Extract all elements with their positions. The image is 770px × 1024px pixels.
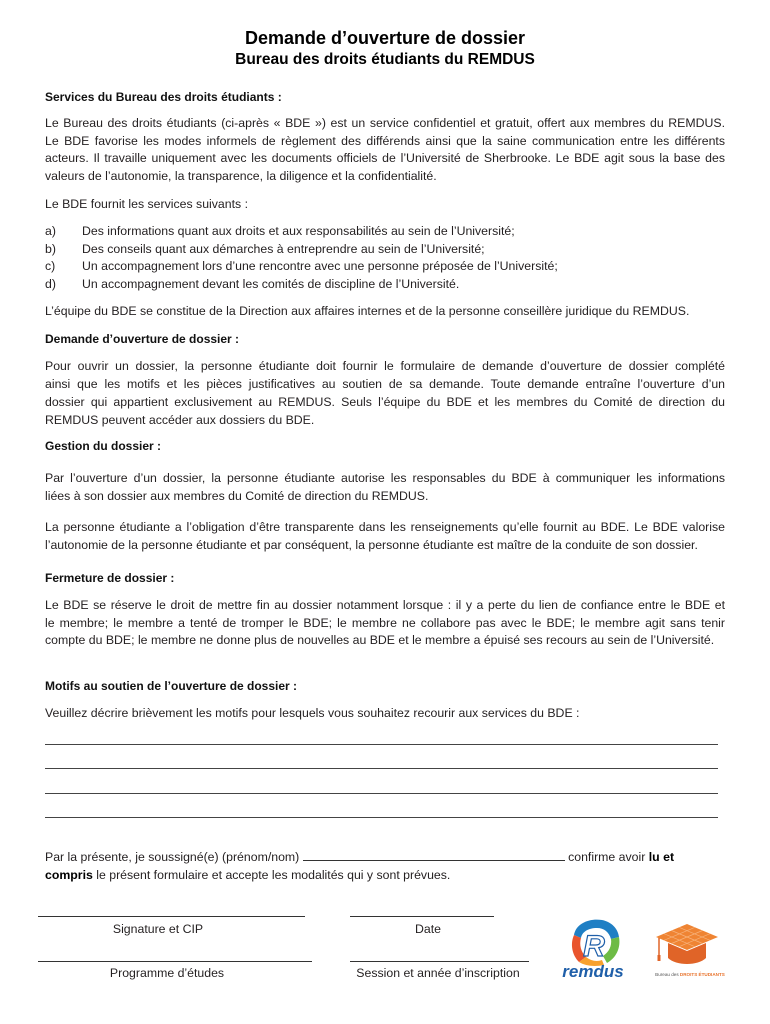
confirmation-statement <box>45 848 725 884</box>
graduation-cap-icon <box>654 922 720 970</box>
paragraph-line: L’équipe du BDE se constitue de la Direction aux affaires internes et de la personne conseillère juridique du REMDUS. <box>45 304 690 319</box>
list-marker: d) <box>45 276 56 291</box>
services-heading: Services du Bureau des droits étudiants : <box>45 90 282 105</box>
motif-answer-line[interactable] <box>45 744 718 745</box>
date-label: Date <box>415 922 441 936</box>
name-blank-field[interactable] <box>303 849 565 861</box>
paragraph-line: Le BDE fournit les services suivants : <box>45 197 248 212</box>
paragraph-line: Le BDE se réserve le droit de mettre fin au dossier notamment lorsque : il y a perte du lien de confiance entre le BDE et <box>45 598 725 613</box>
bde-caption-prefix: Bureau des <box>655 972 679 977</box>
paragraph-line: REMDUS peuvent accéder aux dossiers du BDE. <box>45 413 315 427</box>
signature-line[interactable] <box>38 916 305 917</box>
remdus-logo-icon <box>564 917 622 967</box>
ouverture-heading: Demande d’ouverture de dossier : <box>45 332 240 347</box>
confirmation-text-middle: confirme avoir <box>568 850 646 864</box>
services-paragraph <box>45 115 725 185</box>
bde-logo-caption <box>652 972 728 978</box>
team-paragraph <box>45 303 725 321</box>
paragraph-line: ainsi que les motifs et les pièces justificatives au soutien de sa demande. Toute demande entraîne l’ouverture d’un <box>45 377 725 391</box>
paragraph-line: dossier qui appartient exclusivement au REMDUS. Seuls l’équipe du BDE et les membres du Comité de direction du <box>45 395 725 409</box>
list-item-text: Des informations quant aux droits et aux responsabilités au sein de l’Université; <box>82 224 515 239</box>
confirmation-line <box>45 848 725 866</box>
paragraph-line: Veuillez décrire brièvement les motifs pour lesquels vous souhaitez recourir aux services du BDE : <box>45 706 580 721</box>
motif-answer-line[interactable] <box>45 817 718 818</box>
paragraph-line: l’autonomie de la personne étudiante et par conséquent, la personne étudiante est maître de la conduite de son dossier. <box>45 537 698 552</box>
gestion-paragraph-2 <box>45 519 725 554</box>
list-item <box>45 241 725 259</box>
list-item-text: Des conseils quant aux démarches à entreprendre au sein de l’Université; <box>82 241 485 256</box>
confirmation-bold-text: lu et <box>648 850 675 864</box>
fermeture-paragraph <box>45 597 725 650</box>
paragraph-line: Le BDE favorise les modes informels de règlement des différends ainsi que la saine communication entre les différents <box>45 133 725 148</box>
motifs-heading: Motifs au soutien de l’ouverture de dossier : <box>45 679 298 694</box>
paragraph-line: acteurs. Il travaille uniquement avec les documents officiels de l’Université de Sherbrooke. Le BDE agit sous la base des <box>45 151 725 166</box>
paragraph-line: Pour ouvrir un dossier, la personne étudiante doit fournir le formulaire de demande d’ouverture de dossier complété <box>45 359 725 373</box>
session-line[interactable] <box>350 961 529 962</box>
gestion-heading: Gestion du dossier : <box>45 439 162 454</box>
bde-caption-emphasis: DROITS ÉTUDIANTS <box>679 972 725 977</box>
programme-label: Programme d’études <box>109 966 225 980</box>
list-item <box>45 276 725 294</box>
paragraph-line: Par l’ouverture d’un dossier, la personne étudiante autorise les responsables du BDE à communiquer les informations <box>45 471 725 486</box>
paragraph-line: liées à son dossier aux membres du Comité de direction du REMDUS. <box>45 488 429 503</box>
gestion-paragraph-1 <box>45 470 725 505</box>
paragraph-line: La personne étudiante a l’obligation d’être transparente dans les renseignements qu’elle fournit au BDE. Le BDE valorise <box>45 520 725 535</box>
programme-line[interactable] <box>38 961 312 962</box>
motifs-instruction <box>45 705 725 723</box>
confirmation-line <box>45 866 725 884</box>
services-list <box>45 223 725 293</box>
list-item <box>45 258 725 276</box>
list-marker: c) <box>45 259 56 274</box>
document-subtitle: Bureau des droits étudiants du REMDUS <box>235 51 535 68</box>
fermeture-heading: Fermeture de dossier : <box>45 571 175 586</box>
list-marker: b) <box>45 241 56 256</box>
date-line[interactable] <box>350 916 494 917</box>
list-item-text: Un accompagnement lors d’une rencontre avec une personne préposée de l’Université; <box>82 259 558 274</box>
confirmation-bold-text: compris <box>45 868 93 882</box>
paragraph-line: le membre; le membre a tenté de tromper le BDE; le membre ne collabore pas avec le BDE; le membre agit sans tenir <box>45 615 725 630</box>
confirmation-text-start: Par la présente, je soussigné(e) (prénom/nom) <box>45 850 300 864</box>
remdus-wordmark: remdus <box>562 962 624 981</box>
list-item-text: Un accompagnement devant les comités de discipline de l’Université. <box>82 276 460 291</box>
motif-answer-line[interactable] <box>45 768 718 769</box>
paragraph-line: Le Bureau des droits étudiants (ci-après « BDE ») est un service confidentiel et gratuit, offert aux membres du REMDUS. <box>45 116 725 131</box>
paragraph-line: compte du BDE; le membre ne donne plus de nouvelles au BDE et le membre a épuisé ses recours au sein de l’Université. <box>45 633 715 648</box>
session-label: Session et année d’inscription <box>356 966 520 980</box>
document-title: Demande d’ouverture de dossier <box>244 28 526 48</box>
list-item <box>45 223 725 241</box>
signature-label: Signature et CIP <box>112 922 204 936</box>
motif-answer-line[interactable] <box>45 793 718 794</box>
confirmation-text-end: le présent formulaire et accepte les modalités qui y sont prévues. <box>96 868 451 882</box>
paragraph-line: valeurs de l’autonomie, la transparence, la diligence et la confidentialité. <box>45 168 437 183</box>
remdus-monogram: R <box>583 930 605 963</box>
services-list-intro <box>45 196 725 214</box>
list-marker: a) <box>45 224 56 239</box>
ouverture-paragraph <box>45 357 725 429</box>
